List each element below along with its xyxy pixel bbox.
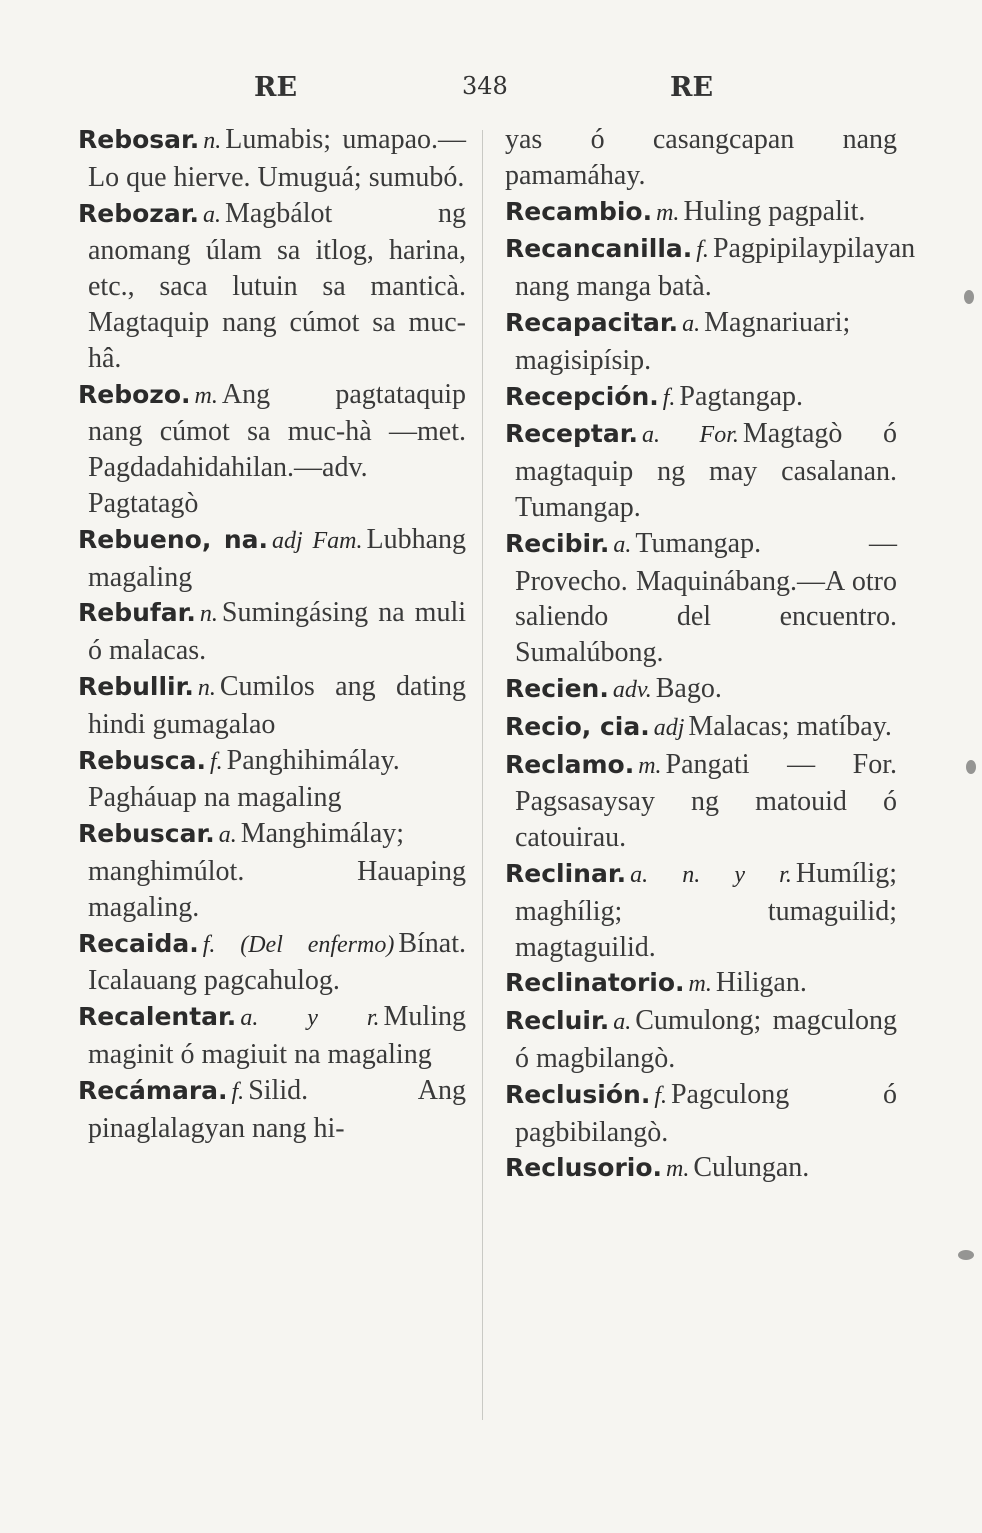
- entry-grammar: a. For.: [641, 422, 739, 449]
- entry-definition: Ang pagtataquip nang cúmot sa muc-hà —met. Pagdadahidahilan.—adv. Pagtatagò: [88, 378, 466, 519]
- entry-grammar: adv.: [612, 676, 652, 703]
- dictionary-entry: [78, 522, 466, 596]
- dictionary-entry: [78, 926, 466, 1000]
- dictionary-entry: [78, 595, 466, 669]
- entry-headword: Recaida.: [78, 928, 199, 958]
- entry-definition: Malacas; matíbay.: [688, 710, 892, 742]
- right-column: [505, 122, 916, 1188]
- dictionary-entry: [505, 747, 897, 856]
- entry-grammar: f.: [209, 748, 223, 775]
- page-number: 348: [462, 72, 508, 100]
- entry-definition: Sumingásing na muli ó malacas.: [88, 597, 466, 667]
- entry-grammar: a.: [202, 201, 221, 228]
- entry-grammar: m.: [656, 199, 680, 226]
- entry-definition: Magbálot ng anomang úlam sa itlog, harina, etc., saca lutuin sa manticà. Magtaquip nang cúmot sa muc-hâ.: [88, 197, 466, 374]
- entry-definition: yas ó casangcapan nang pamamáhay.: [505, 124, 897, 191]
- entry-grammar: f.: [696, 237, 709, 264]
- entry-definition: Magnariuari; magisipísip.: [515, 306, 851, 376]
- entry-grammar: adj: [653, 714, 685, 741]
- entry-definition: Pagtangap.: [679, 380, 804, 412]
- dictionary-entry: [505, 709, 897, 747]
- entry-definition: Tumangap. —Provecho. Maquinábang.—A otro saliendo del encuentro. Sumalúbong.: [515, 527, 897, 669]
- entry-headword: Recien.: [505, 673, 609, 703]
- column-divider: [482, 130, 483, 1420]
- dictionary-entry: [505, 526, 897, 671]
- entry-grammar: a.: [613, 531, 632, 558]
- entry-grammar: n.: [197, 674, 216, 701]
- entry-headword: Rebufar.: [78, 598, 196, 628]
- entry-headword: Recámara.: [78, 1075, 228, 1105]
- dictionary-entry: [78, 1073, 466, 1147]
- entry-headword: Recio, cia.: [505, 711, 650, 741]
- entry-definition: Silid. Ang pinaglalagyan nang hi-: [88, 1074, 466, 1144]
- dictionary-entry: [78, 377, 466, 522]
- entry-definition: Bínat. Icalauang pagcahulog.: [88, 927, 466, 997]
- entry-headword: Reclinatorio.: [505, 968, 685, 998]
- entry-grammar: a.: [682, 310, 701, 337]
- dictionary-entry: [505, 379, 897, 417]
- left-running-head: RE: [254, 72, 298, 103]
- entry-headword: Recapacitar.: [505, 307, 679, 337]
- dictionary-entry: [505, 965, 897, 1003]
- right-running-head: RE: [670, 72, 714, 103]
- entry-headword: Rebullir.: [78, 671, 194, 701]
- dictionary-entry: [78, 743, 466, 817]
- entry-definition: Cumulong; magculong ó magbilangò.: [515, 1005, 897, 1074]
- entry-grammar: n.: [203, 128, 222, 154]
- entry-grammar: n.: [199, 601, 218, 628]
- entry-definition: Pagculong ó pagbibilangò.: [515, 1078, 897, 1148]
- dictionary-entry: [78, 122, 466, 196]
- entry-grammar: m.: [666, 1156, 690, 1183]
- entry-grammar: a. y r.: [240, 1005, 380, 1032]
- entry-definition: Lumabis; umapao.—Lo que hierve. Umuguá; sumubó.: [88, 124, 466, 193]
- entry-definition: Lubhang magaling: [88, 523, 466, 593]
- entry-grammar: a.: [218, 822, 237, 849]
- left-column: [78, 122, 466, 1146]
- dictionary-entry: [78, 816, 466, 925]
- entry-definition: Pangati — For. Pagsasaysay ng matouid ó catouirau.: [515, 748, 897, 854]
- dictionary-entry-continuation: [505, 122, 897, 194]
- entry-headword: Reclusión.: [505, 1079, 651, 1109]
- dictionary-entry: [505, 305, 897, 379]
- entry-headword: Rebusca.: [78, 745, 206, 775]
- entry-headword: Rebuscar.: [78, 819, 215, 849]
- entry-headword: Rebosar.: [78, 125, 200, 154]
- entry-definition: Bago.: [655, 672, 722, 704]
- entry-headword: Reclamo.: [505, 749, 635, 779]
- entry-headword: Recibir.: [505, 528, 610, 558]
- dictionary-entry: [78, 999, 466, 1073]
- entry-headword: Receptar.: [505, 419, 638, 449]
- entry-grammar: a.: [613, 1009, 632, 1036]
- dictionary-entry: [505, 671, 897, 709]
- entry-grammar: m.: [688, 971, 712, 998]
- ink-spot: [964, 290, 974, 304]
- page-header: [240, 72, 760, 112]
- entry-headword: Rebozo.: [78, 379, 191, 409]
- entry-headword: Recluir.: [505, 1006, 610, 1036]
- dictionary-entry: [505, 231, 916, 305]
- dictionary-entry: [78, 669, 466, 743]
- dictionary-entry: [505, 1150, 897, 1188]
- dictionary-entry: [505, 1077, 897, 1151]
- entry-headword: Recambio.: [505, 196, 653, 226]
- entry-grammar: adj Fam.: [272, 527, 363, 554]
- entry-grammar: a. n. y r.: [630, 861, 792, 888]
- entry-definition: Pagpipilaypilayan nang manga batà.: [515, 233, 916, 303]
- entry-definition: Huling pagpalit.: [683, 195, 866, 227]
- entry-grammar: m.: [194, 382, 218, 409]
- entry-headword: Rebueno, na.: [78, 524, 268, 554]
- entry-grammar: f.: [654, 1082, 667, 1109]
- entry-headword: Reclinar.: [505, 858, 627, 888]
- entry-definition: Culungan.: [693, 1152, 810, 1184]
- entry-definition: Hiligan.: [715, 967, 807, 999]
- entry-definition: Muling maginit ó magiuit na magaling: [88, 1001, 466, 1070]
- entry-definition: Panghihimálay. Pagháuap na magaling: [88, 744, 400, 814]
- entry-headword: Reclusorio.: [505, 1153, 663, 1183]
- entry-definition: Magtagò ó magtaquip ng may casalanan. Tumangap.: [515, 418, 897, 523]
- entry-headword: Recancanilla.: [505, 234, 693, 264]
- dictionary-entry: [505, 856, 897, 965]
- entry-grammar: m.: [638, 752, 662, 779]
- entry-headword: Recepción.: [505, 381, 659, 411]
- ink-spot: [958, 1250, 974, 1260]
- entry-grammar: f.: [662, 384, 676, 411]
- ink-spot: [966, 760, 976, 774]
- entry-grammar: f.: [231, 1078, 245, 1105]
- entry-grammar: f. (Del enfermo): [202, 931, 395, 958]
- dictionary-entry: [505, 194, 897, 232]
- entry-definition: Cumilos ang dating hindi gumagalao: [88, 670, 466, 740]
- entry-definition: Humílig; maghílig; tumaguilid; magtaguilid.: [515, 857, 897, 963]
- entry-definition: Manghimálay; manghimúlot. Hauaping magaling.: [88, 818, 466, 923]
- dictionary-entry: [78, 196, 466, 377]
- dictionary-entry: [505, 1003, 897, 1077]
- entry-headword: Rebozar.: [78, 198, 199, 228]
- entry-headword: Recalentar.: [78, 1002, 237, 1032]
- dictionary-entry: [505, 416, 897, 525]
